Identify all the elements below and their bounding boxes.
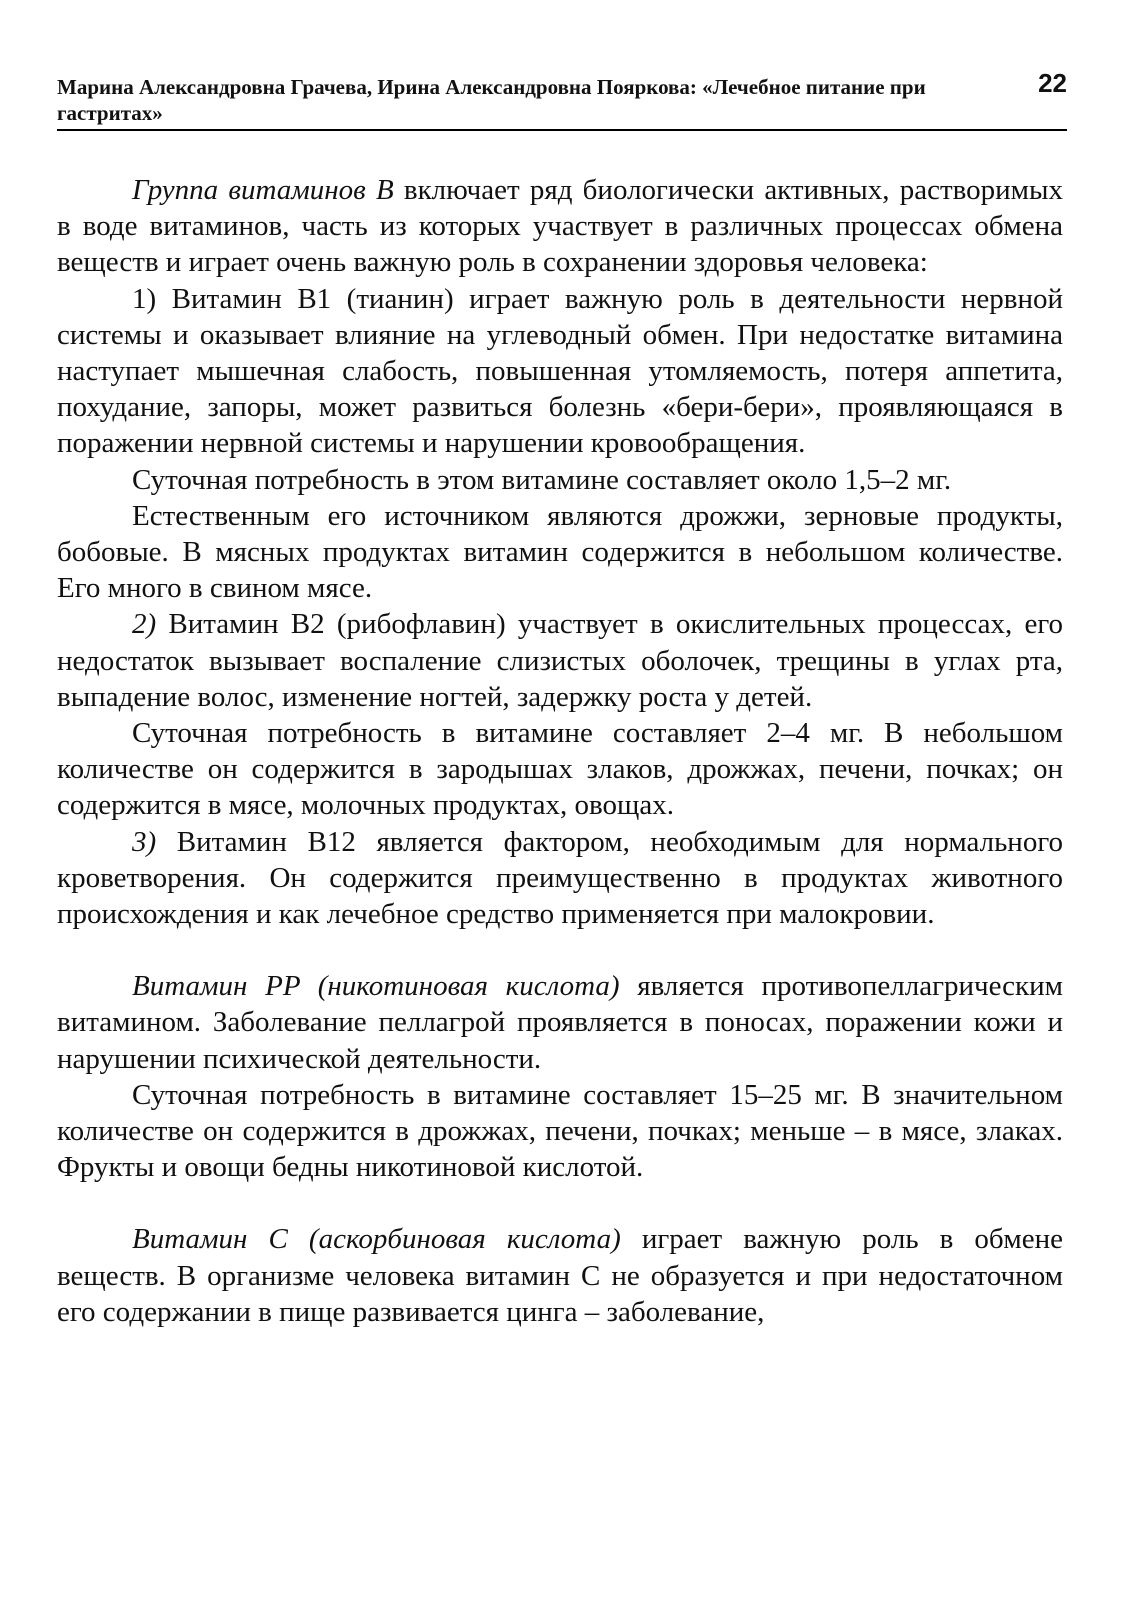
paragraph-text: Естественным его источником являются дрожжи, зерновые продукты, бобовые. В мясных продуктах витамин содержится в небольшом количестве. Его много в свином мясе.: [57, 499, 1063, 605]
paragraph-text: Витамин В2 (рибофлавин) участвует в окислительных процессах, его недостаток вызывает воспаление слизистых оболочек, трещины в углах рта, выпадение волос, изменение ногтей, задержку роста у детей.: [57, 608, 1063, 713]
paragraph-lead: Группа витаминов В: [132, 174, 394, 206]
paragraph-vitamin-b12: [57, 824, 1063, 933]
paragraph-lead: 2): [132, 608, 157, 641]
paragraph-b2-daily-need: [57, 715, 1063, 824]
paragraph-text: Суточная потребность в витамине составляет 15–25 мг. В значительном количестве он содержится в дрожжах, печени, почках; меньше – в мясе, злаках. Фрукты и овощи бедны никотиновой кислотой.: [57, 1078, 1063, 1184]
paragraph-vitamin-b2: [57, 606, 1063, 715]
paragraph-text: Суточная потребность в этом витамине составляет около 1,5–2 мг.: [132, 463, 952, 496]
paragraph-vitamin-b1: [57, 281, 1063, 462]
paragraph-text: Витамин В12 является фактором, необходимым для нормального кроветворения. Он содержится преимущественно в продуктах животного происхождения и как лечебное средство применяется при малокровии.: [57, 825, 1063, 931]
paragraph-text: включает ряд биологически активных, растворимых в воде витаминов, часть из которых участвует в различных процессах обмена веществ и играет очень важную роль в сохранении здоровья человека:: [57, 174, 1063, 279]
paragraph-text: играет важную роль в обмене веществ. В организме человека витамин С не образуется и при недостаточном его содержании в пище развивается цинга – заболевание,: [57, 1223, 1063, 1328]
page-header: [57, 68, 1067, 131]
paragraph-lead: Витамин С (аскорбиновая кислота): [132, 1223, 621, 1256]
paragraph-b1-sources: [57, 498, 1063, 607]
paragraph-lead: Витамин PP (никотиновая кислота): [132, 970, 620, 1003]
page-body: [57, 172, 1063, 1330]
paragraph-text: является противопеллагрическим витамином. Заболевание пеллагрой проявляется в поносах, поражении кожи и нарушении психической деятельности.: [57, 970, 1063, 1075]
paragraph-text: 1) Витамин В1 (тианин) играет важную роль в деятельности нервной системы и оказывает влияние на углеводный обмен. При недостатке витамина наступает мышечная слабость, повышенная утомляемость, потеря аппетита, похудание, запоры, может развиться болезнь «бери-бери», проявляющаяся в поражении нервной системы и нарушении кровообращения.: [57, 282, 1063, 460]
paragraph-vitamin-c: [57, 1221, 1063, 1330]
paragraph-b1-daily-need: [57, 462, 1063, 498]
paragraph-vitamin-pp: [57, 968, 1063, 1077]
paragraph-text: Суточная потребность в витамине составляет 2–4 мг. В небольшом количестве он содержится в зародышах злаков, дрожжах, печени, почках; он содержится в мясе, молочных продуктах, овощах.: [57, 717, 1063, 822]
paragraph-pp-daily-need: [57, 1077, 1063, 1186]
paragraph-vitamin-b-group: [57, 172, 1063, 281]
paragraph-lead: 3): [132, 825, 157, 858]
page-number: 22: [1038, 68, 1067, 98]
book-title: Марина Александровна Грачева, Ирина Александровна Пояркова: «Лечебное питание при гастритах»: [57, 75, 926, 125]
